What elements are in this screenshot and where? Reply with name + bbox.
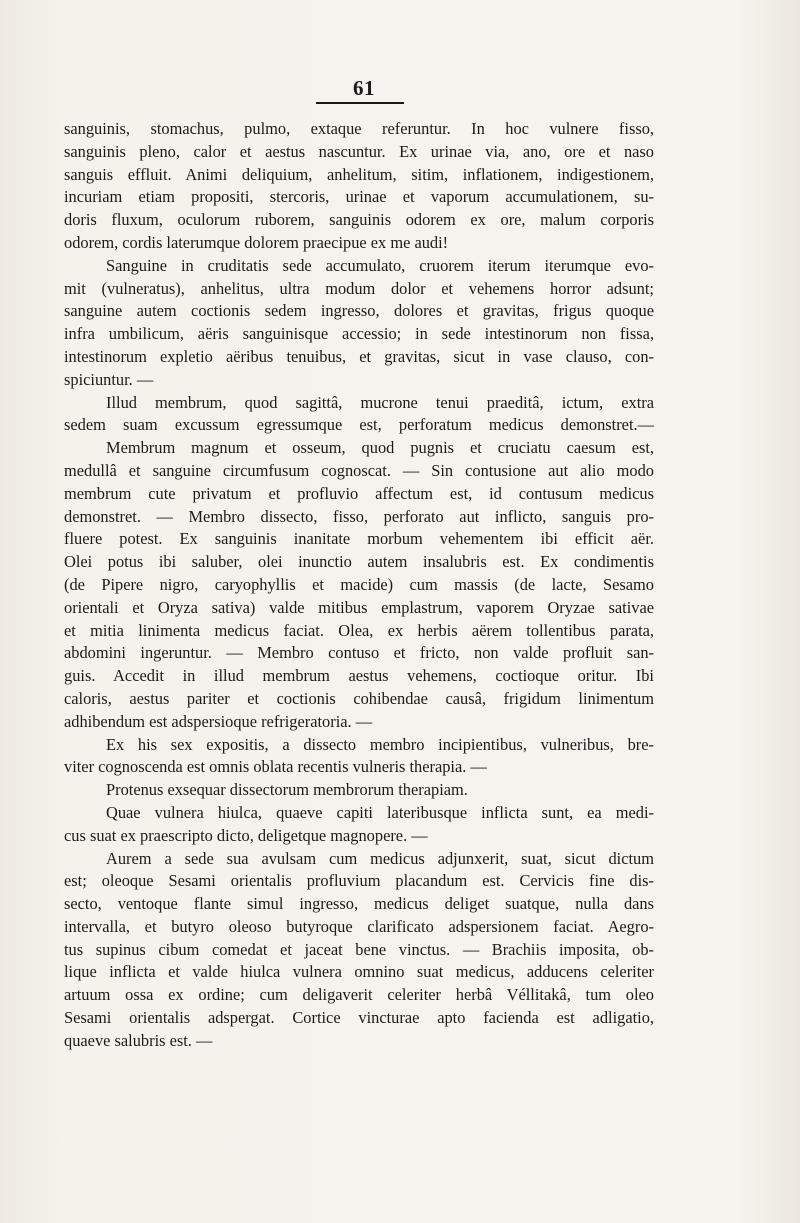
text-line: abdomini ingeruntur. — Membro contuso et fricto, non valde profluit san- xyxy=(64,643,654,663)
text-line: demonstret. — Membro dissecto, fisso, perforato aut inflicto, sanguis pro- xyxy=(64,506,654,526)
text-line: guis. Accedit in illud membrum aestus vehemens, coctioque oritur. Ibi xyxy=(64,666,654,686)
text-line: membrum cute privatum et profluvio affectum est, id contusum medicus xyxy=(64,483,654,503)
text-line: secto, ventoque flante simul ingresso, medicus deliget suatque, nulla dans xyxy=(64,894,654,914)
text-line: sanguine autem coctionis sedem ingresso, dolores et gravitas, frigus quoque xyxy=(64,301,654,321)
text-line: sedem suam excussum egressumque est, perforatum medicus demonstret.— xyxy=(64,415,654,435)
text-line: intestinorum expletio aëribus tenuibus, et gravitas, sicut in vase clauso, con- xyxy=(64,346,654,366)
text-line: Aurem a sede sua avulsam cum medicus adjunxerit, suat, sicut dictum xyxy=(106,848,654,868)
text-line: medullâ et sanguine circumfusum cognoscat. — Sin contusione aut alio modo xyxy=(64,460,654,480)
text-line: doris fluxum, oculorum ruborem, sanguinis odorem ex ore, malum corporis xyxy=(64,210,654,230)
text-line: intervalla, et butyro oleoso butyroque clarificato adspersionem faciat. Aegro- xyxy=(64,916,654,936)
page-number: 61 xyxy=(353,76,375,100)
text-line: sanguinis pleno, calor et aestus nascuntur. Ex urinae via, ano, ore et naso xyxy=(64,141,654,161)
text-line: viter cognoscenda est omnis oblata recentis vulneris therapia. — xyxy=(64,757,487,777)
text-line: (de Pipere nigro, caryophyllis et macide) cum massis (de lacte, Sesamo xyxy=(64,574,654,594)
text-line: sanguinis, stomachus, pulmo, extaque referuntur. In hoc vulnere fisso, xyxy=(64,119,654,138)
text-line: sanguis effluit. Animi deliquium, anhelitum, sitim, inflationem, indigestionem, xyxy=(64,164,654,184)
text-line: spiciuntur. — xyxy=(64,369,154,389)
text-line: Ex his sex expositis, a dissecto membro incipientibus, vulneribus, bre- xyxy=(106,734,654,754)
text-line: Sesami orientalis adspergat. Cortice vincturae apto facienda est adligatio, xyxy=(64,1008,654,1028)
text-line: incuriam etiam propositi, stercoris, urinae et vaporum accumulationem, su- xyxy=(64,187,654,207)
text-line: Olei potus ibi saluber, olei inunctio autem insalubris est. Ex condimentis xyxy=(64,552,654,572)
text-line: infra umbilicum, aëris sanguinisque accessio; in sede intestinorum non fissa, xyxy=(64,324,654,344)
text-line: adhibendum est adspersioque refrigeratoria. — xyxy=(64,711,373,731)
text-line: tus supinus cibum comedat et jaceat bene vinctus. — Brachiis imposita, ob- xyxy=(64,939,654,959)
text-line: Membrum magnum et osseum, quod pugnis et cruciatu caesum est, xyxy=(106,438,654,458)
body-text xyxy=(64,118,654,1053)
text-line: Illud membrum, quod sagittâ, mucrone tenui praeditâ, ictum, extra xyxy=(106,392,654,412)
text-line: est; oleoque Sesami orientalis profluvium placandum est. Cervicis fine dis- xyxy=(64,871,654,891)
text-line: Protenus exsequar dissectorum membrorum therapiam. xyxy=(106,780,468,800)
text-line: lique inflicta et valde hiulca vulnera omnino suat medicus, adducens celeriter xyxy=(64,962,654,982)
text-line: mit (vulneratus), anhelitus, ultra modum dolor et vehemens horror adsunt; xyxy=(64,278,654,298)
text-line: et mitia linimenta medicus faciat. Olea, ex herbis aërem tollentibus parata, xyxy=(64,620,654,640)
text-line: cus suat ex praescripto dicto, deligetque magnopere. — xyxy=(64,825,428,845)
text-line: caloris, aestus pariter et coctionis cohibendae causâ, frigidum linimentum xyxy=(64,688,654,708)
text-line: Sanguine in cruditatis sede accumulato, cruorem iterum iterumque evo- xyxy=(106,255,654,275)
text-line: odorem, cordis laterumque dolorem praecipue ex me audi! xyxy=(64,232,449,252)
page-number-rule xyxy=(316,102,404,104)
text-line: orientali et Oryza sativa) valde mitibus emplastrum, vaporem Oryzae sativae xyxy=(64,597,654,617)
text-line: fluere potest. Ex sanguinis inanitate morbum vehementem ibi efficit aër. xyxy=(64,529,654,549)
text-line: quaeve salubris est. — xyxy=(64,1030,213,1050)
text-line: Quae vulnera hiulca, quaeve capiti lateribusque inflicta sunt, ea medi- xyxy=(106,802,654,822)
text-line: artuum ossa ex ordine; cum deligaverit celeriter herbâ Véllitakâ, tum oleo xyxy=(64,985,654,1005)
